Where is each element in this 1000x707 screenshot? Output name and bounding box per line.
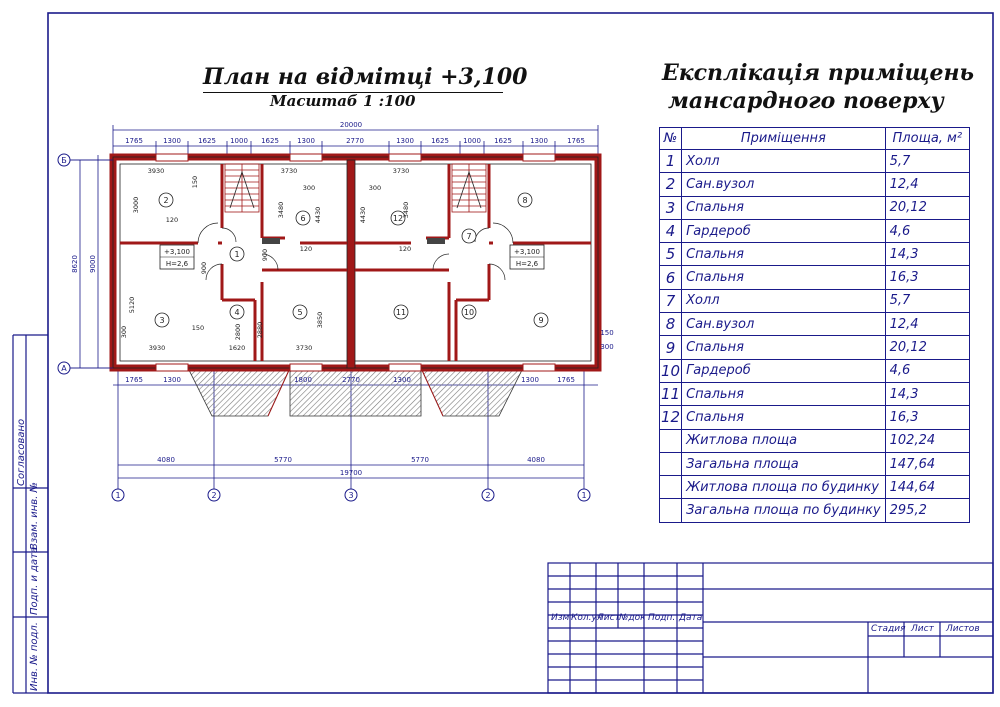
- room-name: Спальня: [682, 336, 886, 359]
- room-area: 16,3: [885, 266, 969, 289]
- axis-label: А: [61, 364, 67, 373]
- explication-table: [659, 127, 970, 523]
- room-number: 3: [159, 316, 165, 325]
- bottom-dimension: 1300: [163, 376, 181, 384]
- top-dimension: 1300: [297, 137, 315, 145]
- room-number: 4: [234, 308, 240, 317]
- room-name: Гардероб: [682, 219, 886, 242]
- vent-right: [427, 238, 445, 244]
- room-area: 12,4: [885, 313, 969, 336]
- axis-dimension: 4080: [157, 456, 175, 464]
- stamp-label-list: Лист: [597, 613, 620, 623]
- right-dimension: 300: [600, 343, 614, 351]
- stamp-label-sheets: Листов: [946, 624, 980, 634]
- total-area: 102,24: [885, 429, 969, 452]
- side-label-original-inv: Инв. № подл.: [29, 622, 40, 691]
- room-dimension: 4430: [314, 206, 322, 224]
- room-dimension: 150: [191, 175, 199, 189]
- room-dimension: 3730: [295, 344, 313, 352]
- stamp-label-date: Дата: [679, 613, 703, 623]
- room-number: 3: [660, 196, 682, 219]
- stamp-label-sign: Подп.: [648, 613, 676, 623]
- room-area: 5,7: [885, 150, 969, 173]
- axis-label: Б: [61, 156, 67, 165]
- level-mark: H=2,6: [515, 260, 539, 268]
- room-number: 5: [660, 243, 682, 266]
- top-dimension: 1625: [431, 137, 449, 145]
- room-number: 10: [463, 308, 475, 317]
- bottom-dimension: 1300: [393, 376, 411, 384]
- side-label-replacement-inv: Взам. инв. №: [29, 482, 40, 550]
- room-number: 1: [234, 250, 240, 259]
- stair-left: [225, 164, 259, 212]
- total-row: [660, 452, 970, 475]
- room-number: 5: [297, 308, 303, 317]
- room-area: 14,3: [885, 382, 969, 405]
- room-area: 4,6: [885, 359, 969, 382]
- stamp-label-kol: Кол.уч: [571, 613, 603, 623]
- plan-dimension-texts: [61, 121, 613, 500]
- room-number: 10: [660, 359, 682, 382]
- room-dimension: 3850: [316, 311, 324, 329]
- room-dimension: 900: [261, 248, 269, 262]
- top-dimension: 1300: [530, 137, 548, 145]
- axis-label: 1: [115, 491, 121, 500]
- header-room: Приміщення: [682, 128, 886, 150]
- room-row: [660, 336, 970, 359]
- room-number: [660, 499, 682, 522]
- room-row: [660, 196, 970, 219]
- side-label-signature-date: Подп. и дата: [29, 546, 40, 615]
- room-number: 8: [522, 196, 528, 205]
- room-row: [660, 406, 970, 429]
- total-name: Загальна площа по будинку: [682, 499, 886, 522]
- room-number: [660, 476, 682, 499]
- stair-right: [452, 164, 486, 212]
- top-dimension: 1625: [261, 137, 279, 145]
- room-number: [660, 429, 682, 452]
- left-dimension: 9000: [89, 255, 97, 273]
- room-number: 8: [660, 313, 682, 336]
- room-number: 11: [660, 382, 682, 405]
- room-name: Гардероб: [682, 359, 886, 382]
- explication-title-line1: Експлікація приміщень: [662, 60, 974, 86]
- room-area: 5,7: [885, 289, 969, 312]
- room-dimension: 300: [120, 325, 128, 339]
- level-mark: H=2,6: [165, 260, 189, 268]
- level-mark: +3,100: [164, 248, 190, 256]
- top-dimension: 1765: [125, 137, 143, 145]
- level-mark: +3,100: [514, 248, 540, 256]
- side-label-agreed: Согласовано: [16, 418, 27, 486]
- room-row: [660, 219, 970, 242]
- bottom-dimension: 1765: [557, 376, 575, 384]
- total-row: [660, 476, 970, 499]
- room-dimension: 3480: [277, 201, 285, 219]
- room-number: 12: [660, 406, 682, 429]
- room-number: 6: [660, 266, 682, 289]
- top-dimension: 1625: [198, 137, 216, 145]
- total-area: 144,64: [885, 476, 969, 499]
- plan-scale: Масштаб 1 :100: [270, 92, 416, 110]
- room-number: 12: [392, 214, 404, 223]
- room-number: 9: [538, 316, 544, 325]
- top-dimension: 1300: [163, 137, 181, 145]
- room-area: 12,4: [885, 173, 969, 196]
- header-number: №: [660, 128, 682, 150]
- room-row: [660, 382, 970, 405]
- room-number: 1: [660, 150, 682, 173]
- room-name: Холл: [682, 150, 886, 173]
- room-row: [660, 266, 970, 289]
- floor-plan: [58, 125, 598, 501]
- room-dimension: 3930: [147, 167, 165, 175]
- right-dimension: 150: [600, 329, 614, 337]
- total-area: 147,64: [885, 452, 969, 475]
- total-name: Житлова площа по будинку: [682, 476, 886, 499]
- overall-bottom-dimension: 19700: [339, 469, 363, 477]
- room-row: [660, 173, 970, 196]
- room-name: Спальня: [682, 196, 886, 219]
- total-area: 295,2: [885, 499, 969, 522]
- room-dimension: 150: [191, 324, 205, 332]
- room-area: 20,12: [885, 336, 969, 359]
- party-wall: [347, 160, 355, 368]
- bottom-dimension: 1800: [294, 376, 312, 384]
- entrance-canopy-right: [421, 368, 523, 416]
- top-dimension: 2770: [346, 137, 364, 145]
- plan-title: План на відмітці +3,100: [203, 64, 528, 90]
- stamp-label-sheet: Лист: [911, 624, 934, 634]
- stamp-label-doc: №док: [619, 613, 646, 623]
- top-dimension: 1000: [463, 137, 481, 145]
- explication-header-row: [660, 128, 970, 150]
- room-dimension: 2800: [234, 323, 242, 341]
- room-dimension: 5120: [128, 296, 136, 314]
- room-row: [660, 243, 970, 266]
- room-name: Холл: [682, 289, 886, 312]
- room-dimension: 300: [368, 184, 382, 192]
- room-dimension: 120: [165, 216, 179, 224]
- room-number: 6: [300, 214, 306, 223]
- top-dimension: 1300: [396, 137, 414, 145]
- room-number: [660, 452, 682, 475]
- room-name: Спальня: [682, 382, 886, 405]
- room-dimension: 2880: [256, 321, 264, 339]
- axis-dimension: 5770: [274, 456, 292, 464]
- room-name: Спальня: [682, 243, 886, 266]
- header-area: Площа, м²: [885, 128, 969, 150]
- bottom-dimension: 1765: [125, 376, 143, 384]
- stamp-label-stage: Стадия: [871, 624, 906, 634]
- room-dimension: 3000: [132, 196, 140, 214]
- room-name: Спальня: [682, 266, 886, 289]
- room-number: 2: [163, 196, 169, 205]
- windows: [156, 154, 555, 371]
- room-dimension: 3480: [402, 201, 410, 219]
- room-area: 20,12: [885, 196, 969, 219]
- axis-label: 2: [485, 491, 491, 500]
- room-dimension: 3730: [280, 167, 298, 175]
- room-area: 4,6: [885, 219, 969, 242]
- bottom-dimension: 2770: [342, 376, 360, 384]
- room-row: [660, 359, 970, 382]
- total-name: Житлова площа: [682, 429, 886, 452]
- axis-label: 3: [348, 491, 354, 500]
- room-number: 2: [660, 173, 682, 196]
- axis-label: 1: [581, 491, 587, 500]
- top-dimension: 1765: [567, 137, 585, 145]
- entrance-canopy-left: [188, 368, 290, 416]
- room-dimension: 120: [398, 245, 412, 253]
- total-row: [660, 429, 970, 452]
- room-dimension: 300: [302, 184, 316, 192]
- overall-top-dimension: 20000: [339, 121, 363, 129]
- room-number: 4: [660, 219, 682, 242]
- room-dimension: 3930: [148, 344, 166, 352]
- room-number: 9: [660, 336, 682, 359]
- room-dimension: 4430: [359, 206, 367, 224]
- room-area: 14,3: [885, 243, 969, 266]
- room-row: [660, 313, 970, 336]
- top-dimension: 1625: [494, 137, 512, 145]
- stamp-label-izm: Изм: [551, 613, 570, 623]
- bottom-dimension: 1300: [521, 376, 539, 384]
- room-number: 7: [466, 232, 472, 241]
- left-dimension: 8620: [71, 255, 79, 273]
- room-area: 16,3: [885, 406, 969, 429]
- total-row: [660, 499, 970, 522]
- top-dimension: 1000: [230, 137, 248, 145]
- room-name: Сан.вузол: [682, 173, 886, 196]
- room-dimension: 3730: [392, 167, 410, 175]
- axis-dimension: 5770: [411, 456, 429, 464]
- room-dimension: 1620: [228, 344, 246, 352]
- axis-label: 2: [211, 491, 217, 500]
- room-name: Сан.вузол: [682, 313, 886, 336]
- room-row: [660, 289, 970, 312]
- room-row: [660, 150, 970, 173]
- room-number: 7: [660, 289, 682, 312]
- room-name: Спальня: [682, 406, 886, 429]
- explication-title-line2: мансардного поверху: [668, 88, 944, 114]
- room-dimension: 900: [200, 261, 208, 275]
- axis-dimension: 4080: [527, 456, 545, 464]
- vent-left: [262, 238, 280, 244]
- room-number: 11: [395, 308, 407, 317]
- room-dimension: 120: [299, 245, 313, 253]
- total-name: Загальна площа: [682, 452, 886, 475]
